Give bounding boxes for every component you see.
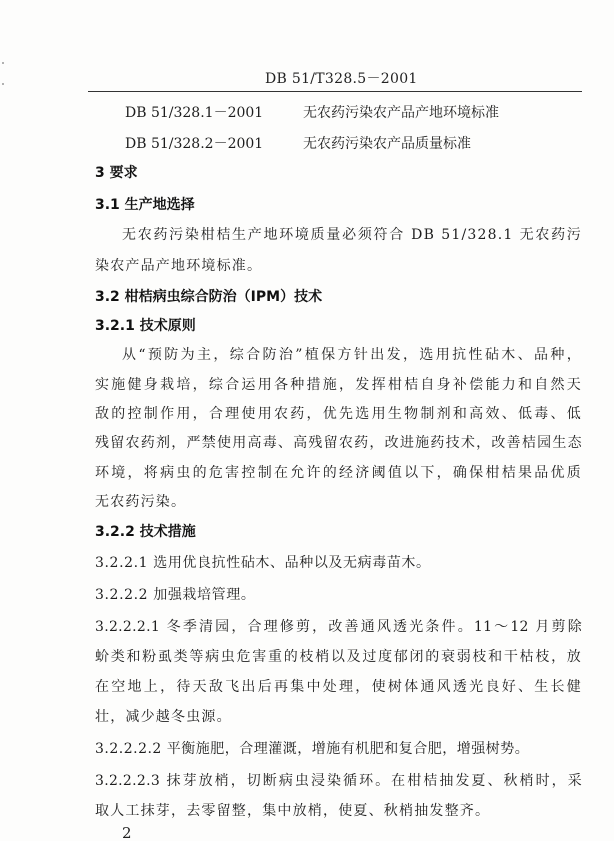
reference-title: 无农药污染农产品产地环境标准	[303, 105, 499, 121]
paragraph-line: 3.2.2.2.3 抹芽放梢，切断病虫浸染循环。在柑桔抽发夏、秋梢时，采	[95, 773, 582, 789]
list-item: 3.2.2.2 加强栽培管理。	[95, 587, 256, 603]
section-heading-3-2-2: 3.2.2 技术措施	[95, 524, 196, 540]
paragraph-line: 蚧类和粉虱类等病虫危害重的枝梢以及过度郁闭的衰弱枝和干枯枝，放	[95, 649, 582, 665]
reference-code: DB 51/328.1－2001	[125, 105, 264, 121]
header-rule	[88, 91, 582, 92]
reference-title: 无农药污染农产品质量标准	[303, 136, 471, 152]
paragraph-line: 残留农药剂，严禁使用高毒、高残留农药，改进施药技术，改善桔园生态	[95, 435, 582, 451]
list-item: 3.2.2.2.2 平衡施肥，合理灌溉，增施有机肥和复合肥，增强树势。	[95, 741, 530, 757]
reference-code: DB 51/328.2－2001	[125, 136, 264, 152]
paragraph-line: 敌的控制作用，合理使用农药，优先选用生物制剂和高效、低毒、低	[95, 406, 582, 422]
section-heading-3: 3 要求	[95, 165, 138, 181]
paragraph-line: 染农产品产地环境标准。	[95, 258, 263, 274]
paragraph-line: 3.2.2.2.1 冬季清园，合理修剪，改善通风透光条件。11～12 月剪除	[95, 619, 582, 635]
paragraph-line: 环境，将病虫的危害控制在允许的经济阈值以下，确保柑桔果品优质	[95, 465, 582, 481]
section-heading-3-1: 3.1 生产地选择	[95, 197, 195, 213]
page-number: 2	[122, 824, 132, 842]
paragraph-line: 壮，减少越冬虫源。	[95, 709, 232, 725]
paragraph-line: 实施健身栽培，综合运用各种措施，发挥柑桔自身补偿能力和自然天	[95, 377, 582, 393]
paragraph-line: 从“预防为主，综合防治”植保方针出发，选用抗性砧木、品种，	[122, 347, 582, 363]
paragraph-line: 无农药污染柑桔生产地环境质量必须符合 DB 51/328.1 无农药污	[122, 227, 582, 243]
section-heading-3-2: 3.2 柑桔病虫综合防治（IPM）技术	[95, 289, 323, 305]
list-item: 3.2.2.1 选用优良抗性砧木、品种以及无病毒苗木。	[95, 555, 431, 571]
paragraph-line: 取人工抹芽，去零留整，集中放梢，使夏、秋梢抽发整齐。	[95, 803, 491, 819]
section-heading-3-2-1: 3.2.1 技术原则	[95, 318, 196, 334]
scan-artifact	[2, 62, 4, 64]
document-code-header: DB 51/T328.5－2001	[265, 71, 418, 87]
paragraph-line: 在空地上，待天敌飞出后再集中处理，使树体通风透光良好、生长健	[95, 679, 582, 695]
paragraph-line: 无农药污染。	[95, 494, 187, 510]
scan-artifact	[2, 83, 4, 85]
